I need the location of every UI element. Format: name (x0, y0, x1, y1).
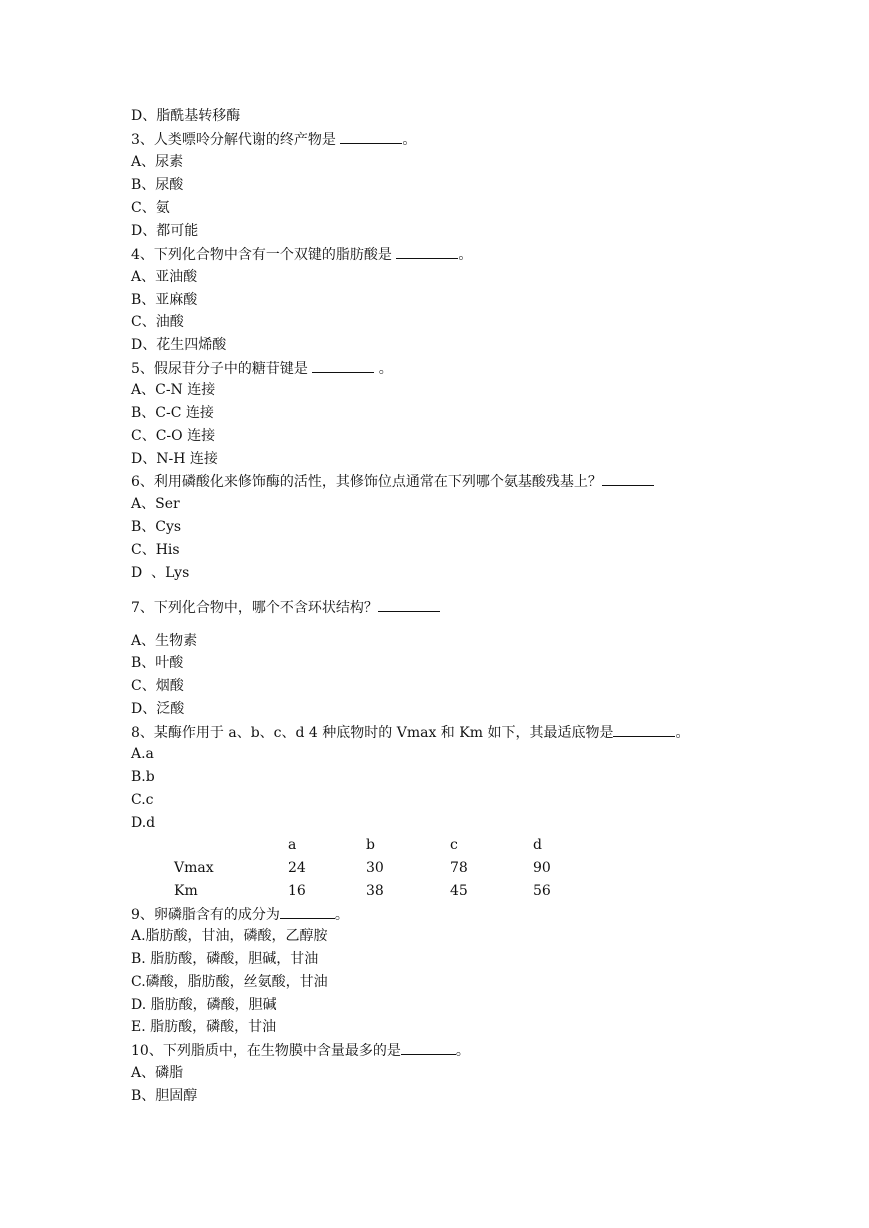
line-text: A、生物素 (131, 633, 198, 649)
text-line-3 (131, 153, 183, 171)
table-cell: 24 (288, 860, 306, 876)
line-text: B、Cys (131, 519, 182, 535)
line-text: E. 脂肪酸，磷酸，甘油 (131, 1019, 277, 1035)
table-row-label: Km (174, 883, 198, 899)
text-line-19 (131, 518, 181, 536)
line-text: C、His (131, 542, 180, 558)
line-suffix: 。 (455, 1043, 470, 1059)
line-text: D、脂酰基转移酶 (131, 108, 241, 124)
line-text: B、叶酸 (131, 655, 184, 671)
text-line-38 (131, 1041, 470, 1060)
line-text: A.a (131, 746, 154, 762)
text-line-11 (131, 336, 226, 354)
table-cell: 56 (533, 883, 551, 899)
text-line-24 (131, 654, 183, 672)
text-line-12 (131, 359, 393, 378)
table-cell: 90 (533, 860, 551, 876)
line-text: D 、Lys (131, 565, 190, 581)
text-line-36 (131, 996, 277, 1014)
table-cell: 78 (450, 860, 468, 876)
line-text: A、亚油酸 (131, 269, 198, 285)
line-text: C.磷酸，脂肪酸，丝氨酸，甘油 (131, 974, 328, 990)
line-suffix: 。 (334, 907, 349, 923)
line-text: D.d (131, 815, 156, 831)
text-line-7 (131, 245, 472, 264)
text-line-10 (131, 313, 184, 331)
line-text: B、C-C 连接 (131, 405, 214, 421)
text-line-4 (131, 176, 183, 194)
line-text: C、C-O 连接 (131, 428, 216, 444)
answer-blank[interactable] (602, 472, 654, 486)
table-cell: 30 (366, 860, 384, 876)
text-line-40 (131, 1087, 197, 1105)
text-line-9 (131, 291, 197, 309)
line-text: C.c (131, 792, 154, 808)
line-text: D、N-H 连接 (131, 451, 218, 467)
line-text: 6、利用磷酸化来修饰酶的活性，其修饰位点通常在下列哪个氨基酸残基上？ (131, 474, 602, 490)
answer-blank[interactable] (378, 598, 440, 612)
line-text: D. 脂肪酸，磷酸，胆碱 (131, 997, 277, 1013)
text-line-18 (131, 495, 180, 513)
line-text: 7、下列化合物中，哪个不含环状结构？ (131, 600, 378, 616)
text-line-13 (131, 381, 215, 399)
table-header-cell: c (450, 837, 458, 853)
text-line-37 (131, 1018, 276, 1036)
table-header-cell: b (366, 837, 375, 853)
line-suffix: 。 (675, 725, 690, 741)
text-line-28 (131, 745, 154, 763)
text-line-21 (131, 564, 189, 582)
line-text: 9、卵磷脂含有的成分为 (131, 907, 280, 923)
line-suffix: 。 (458, 247, 473, 263)
text-line-35 (131, 973, 328, 991)
line-text: C、氨 (131, 200, 170, 216)
line-text: D、都可能 (131, 223, 199, 239)
text-line-22 (131, 598, 440, 617)
text-line-26 (131, 700, 184, 718)
table-header-cell: a (288, 837, 297, 853)
line-text: 8、某酶作用于 a、b、c、d 4 种底物时的 Vmax 和 Km 如下，其最适底物是 (131, 725, 614, 741)
line-text: 3、人类嘌呤分解代谢的终产物是 (131, 132, 341, 148)
answer-blank[interactable] (401, 1041, 456, 1055)
table-cell: 45 (450, 883, 468, 899)
answer-blank[interactable] (396, 245, 458, 259)
line-text: D、泛酸 (131, 701, 185, 717)
answer-blank[interactable] (312, 359, 374, 373)
text-line-25 (131, 677, 184, 695)
line-text: B. 脂肪酸，磷酸，胆碱，甘油 (131, 951, 319, 967)
text-line-1 (131, 107, 240, 125)
text-line-14 (131, 404, 214, 422)
text-line-5 (131, 199, 170, 217)
text-line-31 (131, 814, 155, 832)
text-line-29 (131, 768, 155, 786)
line-text: D、花生四烯酸 (131, 337, 227, 353)
text-line-23 (131, 632, 197, 650)
text-line-39 (131, 1064, 183, 1082)
line-text: A、磷脂 (131, 1065, 184, 1081)
line-text: B、胆固醇 (131, 1088, 198, 1104)
line-text: 4、下列化合物中含有一个双键的脂肪酸是 (131, 247, 397, 263)
table-cell: 38 (366, 883, 384, 899)
line-text: A.脂肪酸，甘油，磷酸，乙醇胺 (131, 928, 328, 944)
answer-blank[interactable] (613, 723, 675, 737)
line-text: C、烟酸 (131, 678, 184, 694)
text-line-34 (131, 950, 318, 968)
text-line-33 (131, 927, 328, 945)
text-line-2 (131, 130, 416, 149)
text-line-16 (131, 450, 218, 468)
line-suffix: 。 (402, 132, 417, 148)
text-line-17 (131, 472, 654, 491)
text-line-27 (131, 723, 689, 742)
table-cell: 16 (288, 883, 306, 899)
text-line-32 (131, 905, 349, 924)
text-line-20 (131, 541, 180, 559)
line-text: B、亚麻酸 (131, 292, 198, 308)
text-line-6 (131, 222, 198, 240)
line-text: B、尿酸 (131, 177, 184, 193)
line-text: 5、假尿苷分子中的糖苷键是 (131, 361, 313, 377)
table-header-cell: d (533, 837, 542, 853)
line-text: 10、下列脂质中，在生物膜中含量最多的是 (131, 1043, 401, 1059)
text-line-8 (131, 268, 197, 286)
line-text: A、Ser (131, 496, 180, 512)
line-suffix: 。 (374, 361, 393, 377)
line-text: B.b (131, 769, 155, 785)
line-text: C、油酸 (131, 314, 184, 330)
answer-blank[interactable] (340, 130, 402, 144)
text-line-30 (131, 791, 154, 809)
answer-blank[interactable] (280, 905, 335, 919)
text-line-15 (131, 427, 215, 445)
line-text: A、C-N 连接 (131, 382, 216, 398)
table-row-label: Vmax (174, 860, 214, 876)
line-text: A、尿素 (131, 154, 184, 170)
